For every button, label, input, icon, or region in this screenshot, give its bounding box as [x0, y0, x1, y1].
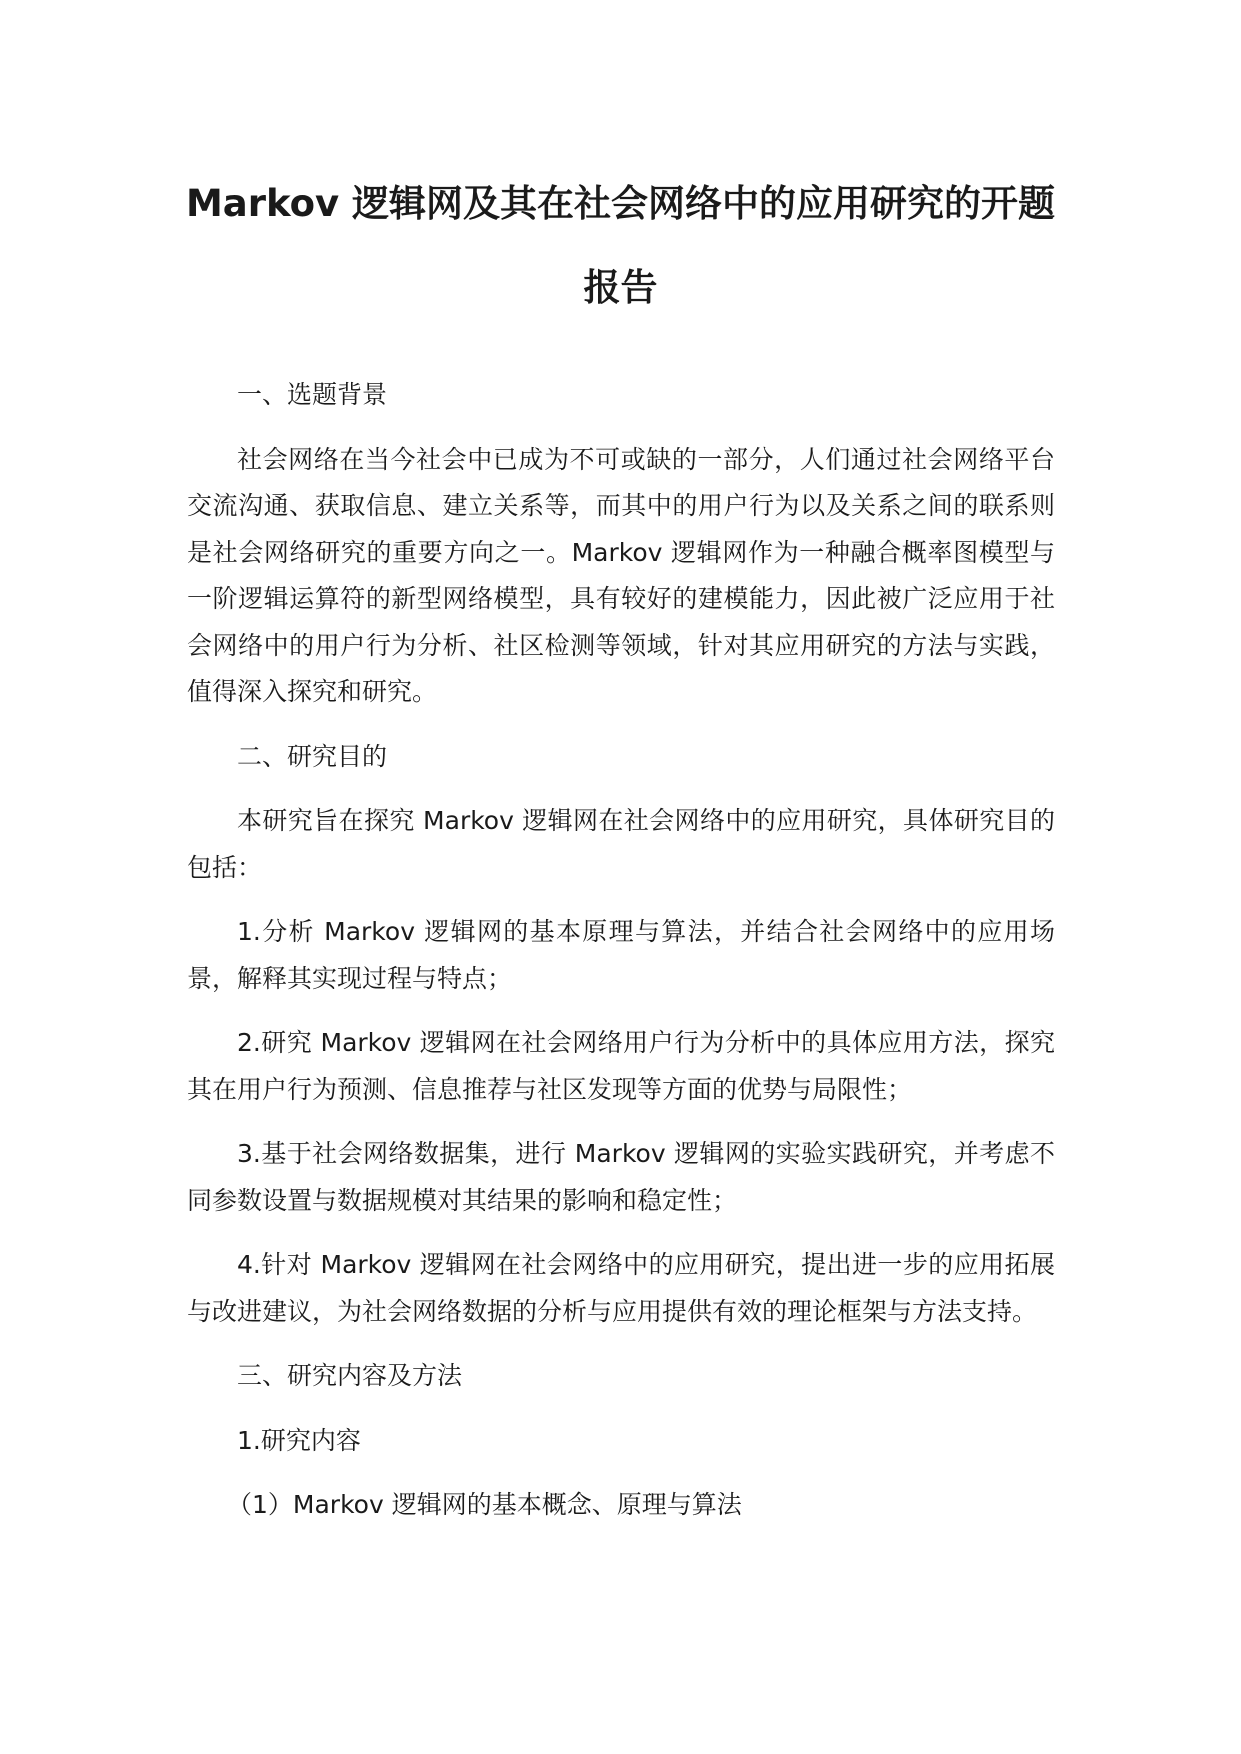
section-heading-content-methods: 三、研究内容及方法	[237, 1361, 463, 1390]
list-item-purpose-3: 3.基于社会网络数据集，进行 Markov 逻辑网的实验实践研究，并考虑不同参数设置与数据规模对其结果的影响和稳定性；	[187, 1139, 1055, 1215]
document-title-line-2: 报告	[583, 266, 658, 309]
document-title-line-1: Markov 逻辑网及其在社会网络中的应用研究的开题	[185, 182, 1056, 225]
paragraph-purpose-intro: 本研究旨在探究 Markov 逻辑网在社会网络中的应用研究，具体研究目的包括：	[187, 806, 1055, 882]
list-item-purpose-4: 4.针对 Markov 逻辑网在社会网络中的应用研究，提出进一步的应用拓展与改进建议，为社会网络数据的分析与应用提供有效的理论框架与方法支持。	[187, 1250, 1055, 1326]
subsection-item-1: （1）Markov 逻辑网的基本概念、原理与算法	[227, 1490, 742, 1519]
list-item-purpose-1: 1.分析 Markov 逻辑网的基本原理与算法，并结合社会网络中的应用场景，解释其实现过程与特点；	[187, 917, 1055, 993]
subsection-heading-content: 1.研究内容	[237, 1425, 361, 1455]
document-body	[187, 372, 1055, 1529]
list-item-purpose-2: 2.研究 Markov 逻辑网在社会网络用户行为分析中的具体应用方法，探究其在用户行为预测、信息推荐与社区发现等方面的优势与局限性；	[187, 1028, 1055, 1104]
section-heading-background: 一、选题背景	[237, 380, 388, 409]
paragraph-background: 社会网络在当今社会中已成为不可或缺的一部分，人们通过社会网络平台交流沟通、获取信息、建立关系等，而其中的用户行为以及关系之间的联系则是社会网络研究的重要方向之一。Markov 逻辑网作为一种融合概率图模型与一阶逻辑运算符的新型网络模型，具有较好的建模能力，因此被广泛应用于社会网络中的用户行为分析、社区检测等领域，针对其应用研究的方法与实践，值得深入探究和研究。	[187, 444, 1055, 706]
section-heading-purpose: 二、研究目的	[237, 741, 388, 771]
